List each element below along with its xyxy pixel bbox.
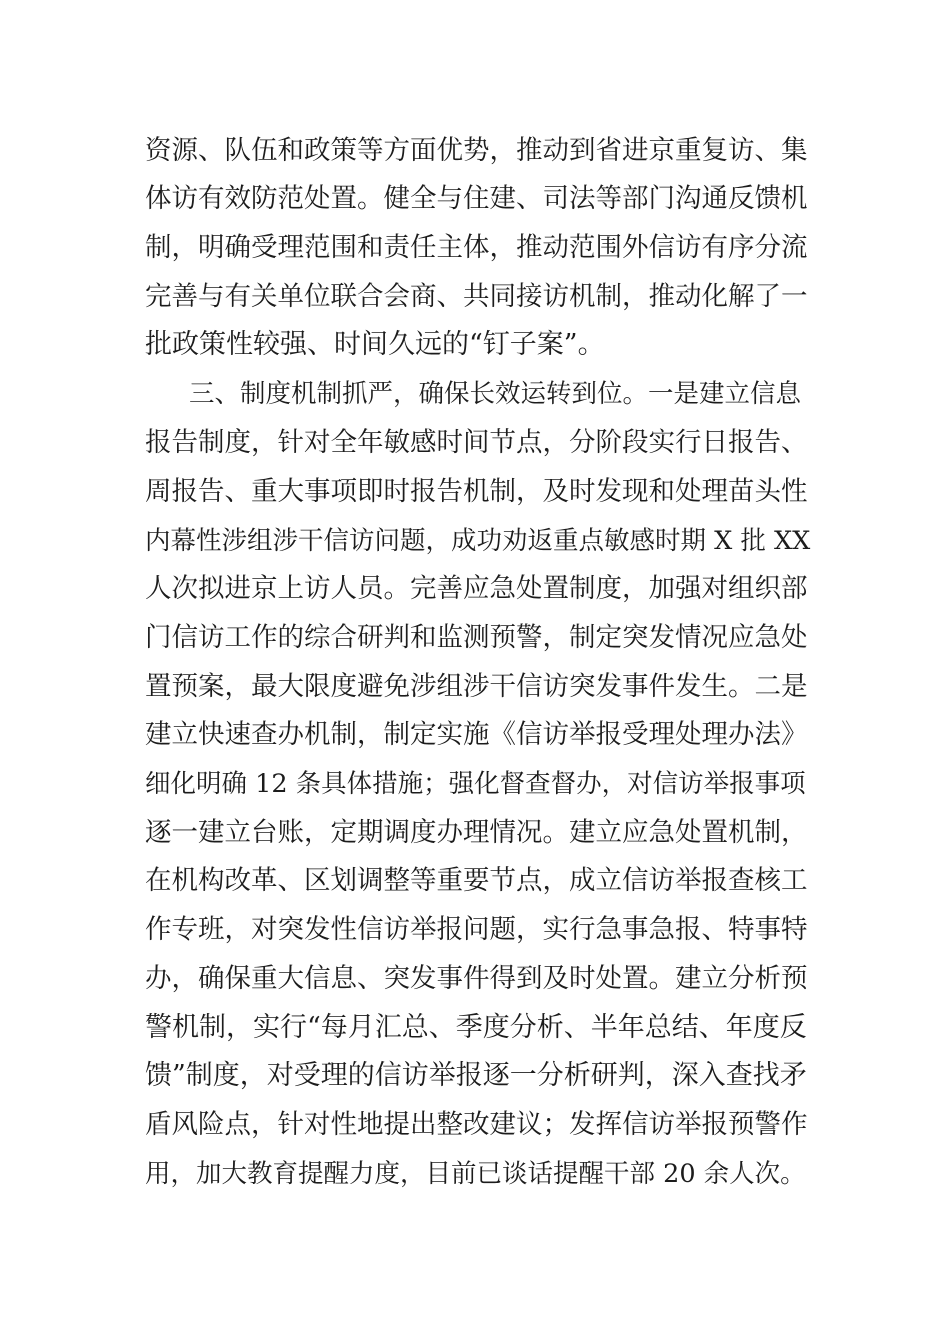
text-line: 资源、队伍和政策等方面优势，推动到省进京重复访、集	[145, 135, 808, 166]
section-heading-line: 三、制度机制抓严，确保长效运转到位。一是建立信息	[189, 379, 802, 409]
text-line: 体访有效防范处置。健全与住建、司法等部门沟通反馈机	[145, 183, 808, 214]
text-line: 完善与有关单位联合会商、共同接访机制，推动化解了一	[145, 281, 808, 312]
text-line: 细化明确 12 条具体措施；强化督查督办，对信访举报事项	[145, 769, 806, 799]
text-line: 办，确保重大信息、突发事件得到及时处置。建立分析预	[145, 963, 808, 994]
text-line: 置预案，最大限度避免涉组涉干信访突发事件发生。二是	[145, 671, 808, 702]
text-line: 周报告、重大事项即时报告机制，及时发现和处理苗头性	[145, 476, 808, 507]
text-line: 在机构改革、区划调整等重要节点，成立信访举报查核工	[145, 865, 808, 896]
text-line: 逐一建立台账，定期调度办理情况。建立应急处置机制，	[145, 817, 808, 848]
text-line: 警机制，实行“每月汇总、季度分析、半年总结、年度反	[145, 1012, 807, 1043]
text-line: 制，明确受理范围和责任主体，推动范围外信访有序分流	[145, 232, 808, 263]
text-line: 内幕性涉组涉干信访问题，成功劝返重点敏感时期 X 批 XX	[145, 526, 811, 556]
text-line: 报告制度，针对全年敏感时间节点，分阶段实行日报告、	[145, 427, 808, 458]
text-line: 用，加大教育提醒力度，目前已谈话提醒干部 20 余人次。	[145, 1159, 806, 1189]
text-line: 门信访工作的综合研判和监测预警，制定突发情况应急处	[145, 622, 808, 653]
text-line: 作专班，对突发性信访举报问题，实行急事急报、特事特	[145, 914, 808, 945]
text-line: 盾风险点，针对性地提出整改建议；发挥信访举报预警作	[145, 1109, 808, 1140]
text-line: 人次拟进京上访人员。完善应急处置制度，加强对组织部	[145, 573, 808, 604]
text-line: 馈”制度，对受理的信访举报逐一分析研判，深入查找矛	[145, 1060, 807, 1091]
text-line: 批政策性较强、时间久远的“钉子案”。	[145, 329, 605, 360]
text-line: 建立快速查办机制，制定实施《信访举报受理处理办法》	[145, 719, 808, 750]
